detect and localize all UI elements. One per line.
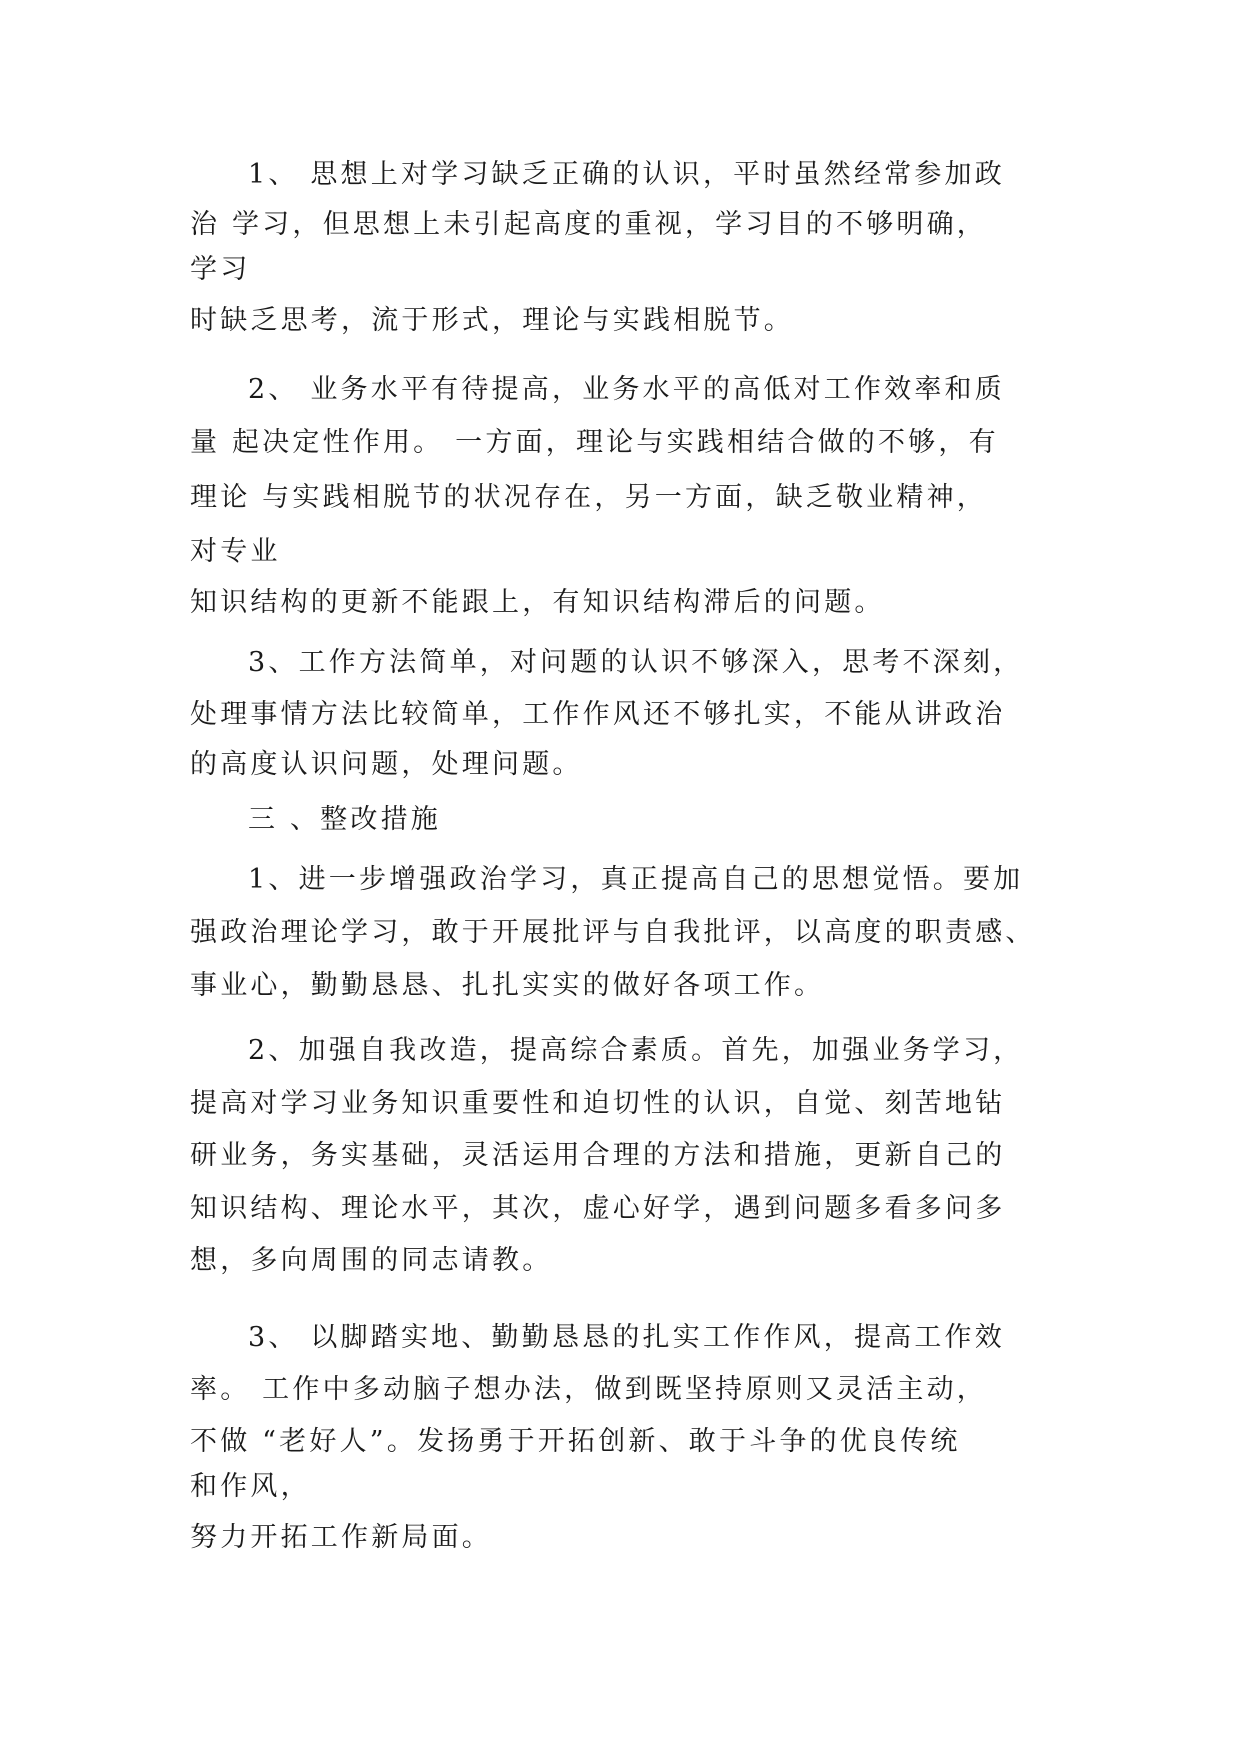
paragraph-5-line-1: 2、加强自我改造，提高综合素质。首先，加强业务学习，: [248, 1035, 1024, 1066]
paragraph-1-line-4: 时缺乏思考，流于形式，理论与实践相脱节。: [190, 305, 794, 336]
paragraph-5-line-3: 研业务，务实基础，灵活运用合理的方法和措施，更新自己的: [190, 1140, 1006, 1171]
paragraph-5-line-4: 知识结构、理论水平，其次，虚心好学，遇到问题多看多问多: [190, 1193, 1006, 1224]
paragraph-5-line-5: 想，多向周围的同志请教。: [190, 1245, 553, 1276]
paragraph-5-line-2: 提高对学习业务知识重要性和迫切性的认识，自觉、刻苦地钻: [190, 1088, 1006, 1119]
paragraph-1-line-1: 1、 思想上对学习缺乏正确的认识，平时虽然经常参加政: [248, 159, 1005, 190]
paragraph-3-line-2: 处理事情方法比较简单，工作作风还不够扎实，不能从讲政治: [190, 699, 1006, 730]
section-heading: 三 、整改措施: [248, 804, 441, 835]
paragraph-1-line-3: 学习: [190, 254, 251, 285]
paragraph-3-line-3: 的高度认识问题，处理问题。: [190, 749, 583, 780]
paragraph-4-line-3: 事业心，勤勤恳恳、扎扎实实的做好各项工作。: [190, 970, 825, 1001]
paragraph-4-line-1: 1、进一步增强政治学习，真正提高自己的思想觉悟。要加: [248, 864, 1024, 895]
paragraph-6-line-3: 不做 “老好人”。发扬勇于开拓创新、敢于斗争的优良传统: [190, 1426, 961, 1457]
paragraph-2-line-5: 知识结构的更新不能跟上，有知识结构滞后的问题。: [190, 587, 885, 618]
paragraph-2-line-4: 对专业: [190, 536, 281, 567]
paragraph-6-line-2: 率。 工作中多动脑子想办法，做到既坚持原则又灵活主动，: [190, 1374, 987, 1405]
paragraph-2-line-1: 2、 业务水平有待提高，业务水平的高低对工作效率和质: [248, 374, 1005, 405]
paragraph-6-line-4: 和作风，: [190, 1471, 311, 1502]
paragraph-4-line-2: 强政治理论学习，敢于开展批评与自我批评，以高度的职责感、: [190, 917, 1036, 948]
paragraph-6-line-5: 努力开拓工作新局面。: [190, 1522, 492, 1553]
paragraph-6-line-1: 3、 以脚踏实地、勤勤恳恳的扎实工作作风，提高工作效: [248, 1322, 1005, 1353]
paragraph-2-line-2: 量 起决定性作用。 一方面，理论与实践相结合做的不够，有: [190, 427, 999, 458]
paragraph-1-line-2: 治 学习，但思想上未引起高度的重视，学习目的不够明确，: [190, 209, 987, 240]
paragraph-3-line-1: 3、工作方法简单，对问题的认识不够深入，思考不深刻，: [248, 647, 1024, 678]
paragraph-2-line-3: 理论 与实践相脱节的状况存在，另一方面，缺乏敬业精神，: [190, 482, 987, 513]
